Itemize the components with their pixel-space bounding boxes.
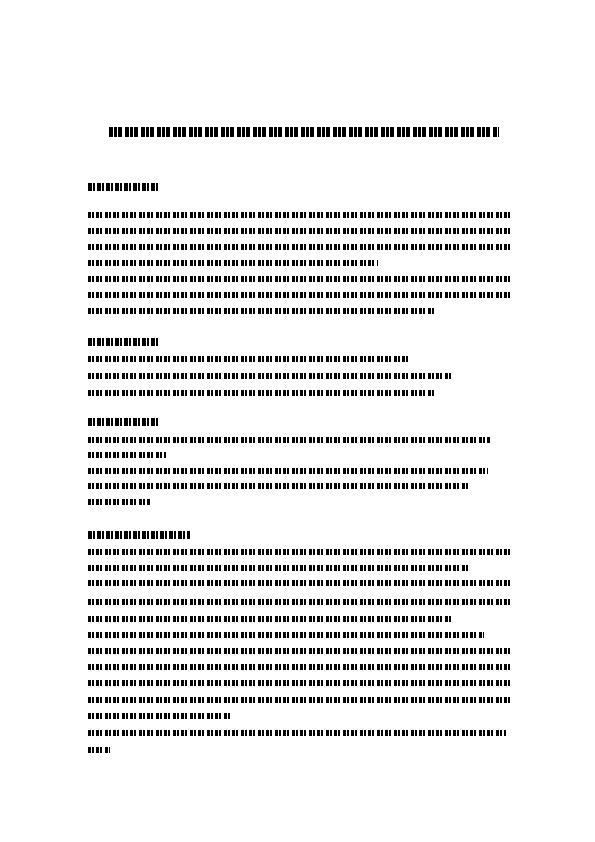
section-heading-1 bbox=[88, 183, 160, 191]
text-line bbox=[88, 452, 166, 458]
text-line bbox=[88, 373, 452, 379]
text-line bbox=[88, 565, 468, 571]
text-line bbox=[88, 483, 470, 489]
text-line bbox=[88, 308, 434, 314]
text-line bbox=[88, 713, 230, 719]
text-line bbox=[88, 292, 510, 298]
text-line bbox=[88, 390, 434, 396]
text-line bbox=[88, 664, 510, 670]
text-line bbox=[88, 228, 510, 234]
document-title bbox=[109, 127, 499, 137]
text-line bbox=[88, 212, 510, 218]
text-line bbox=[88, 648, 510, 654]
text-line bbox=[88, 747, 110, 753]
text-line bbox=[88, 549, 510, 555]
text-line bbox=[88, 244, 510, 250]
text-line bbox=[88, 260, 378, 266]
text-line bbox=[88, 697, 510, 703]
text-line bbox=[88, 580, 510, 586]
text-line bbox=[88, 680, 510, 686]
text-line bbox=[88, 599, 510, 605]
section-heading-3 bbox=[88, 418, 160, 426]
section-heading-4 bbox=[88, 531, 190, 539]
text-line bbox=[88, 468, 488, 474]
text-line bbox=[88, 276, 510, 282]
section-heading-2 bbox=[88, 338, 160, 346]
text-line bbox=[88, 730, 506, 736]
text-line bbox=[88, 632, 484, 638]
text-line bbox=[88, 437, 490, 443]
text-line bbox=[88, 356, 410, 362]
text-line bbox=[88, 616, 452, 622]
text-line bbox=[88, 499, 150, 505]
